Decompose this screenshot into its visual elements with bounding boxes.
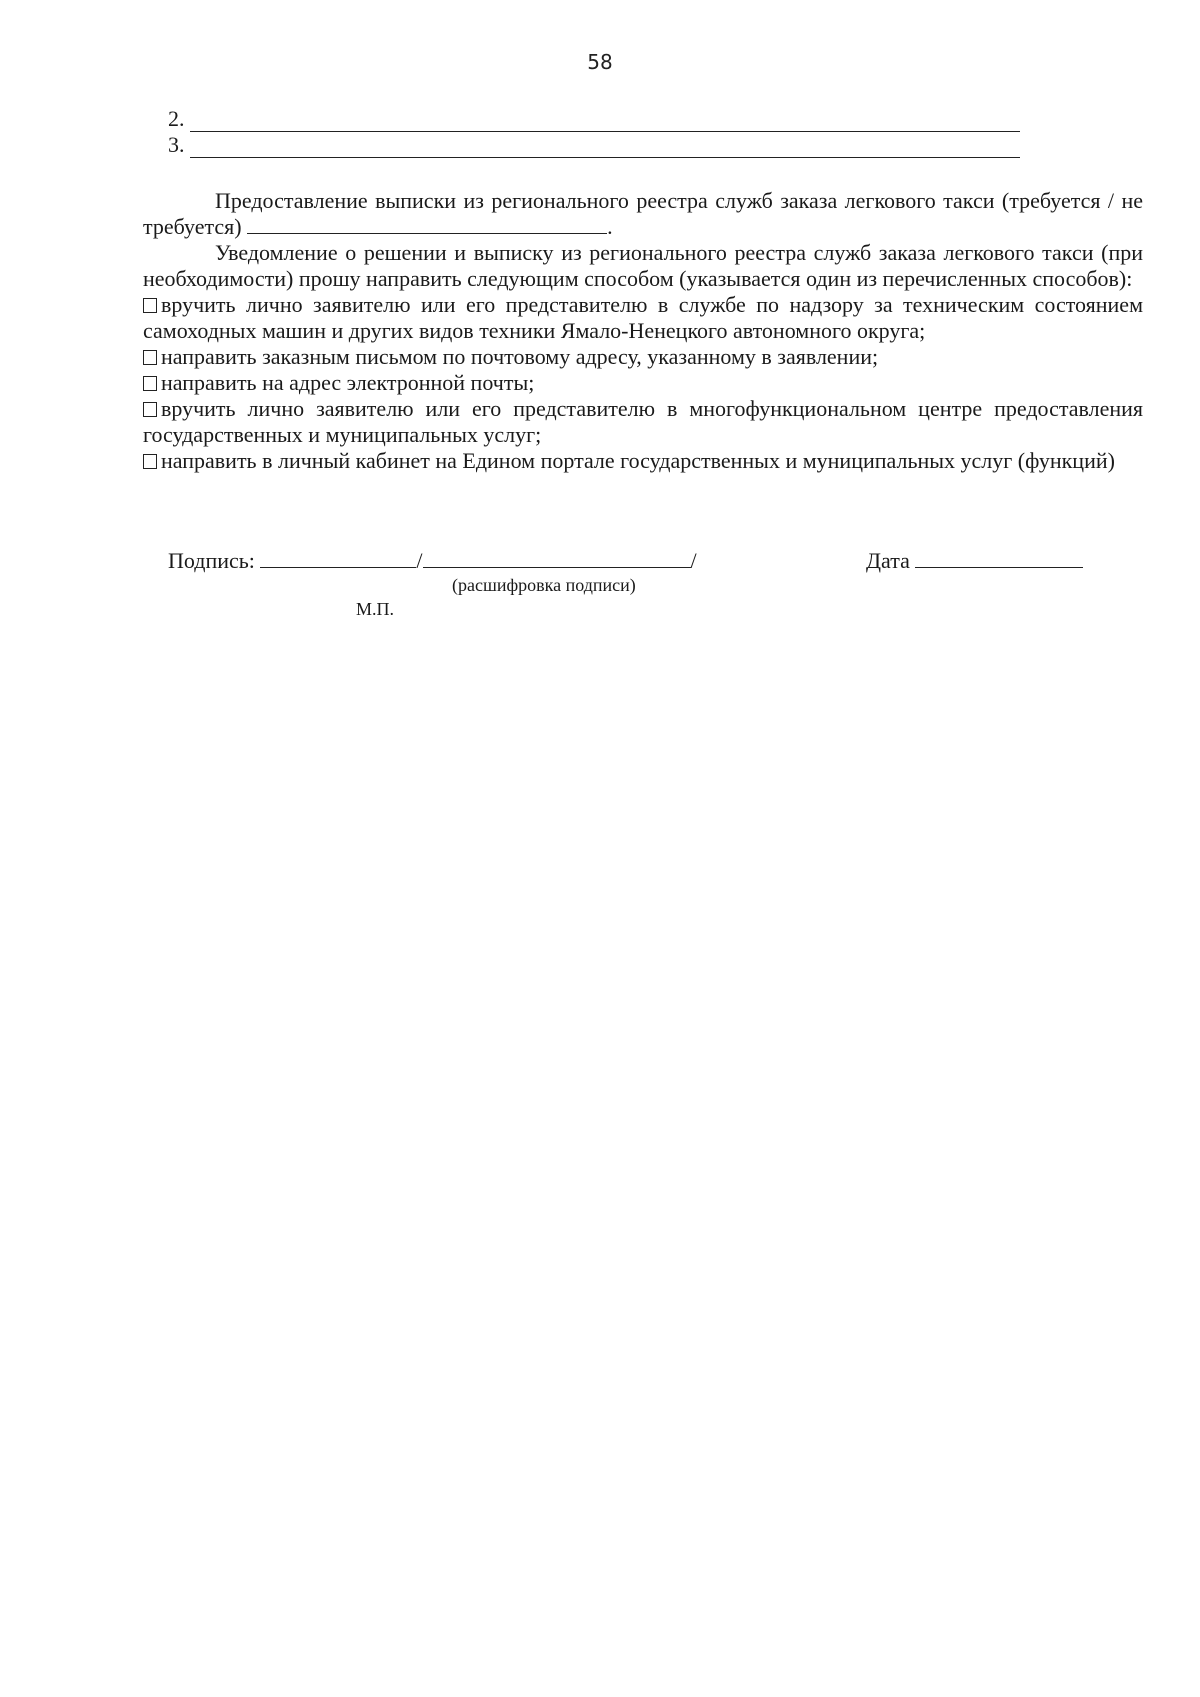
signature-separator: / [416, 548, 423, 573]
fill-in-blank[interactable] [190, 137, 1020, 158]
signature-separator: / [690, 548, 697, 573]
line-number: 2. [168, 106, 185, 131]
checkbox-icon[interactable] [143, 298, 157, 313]
numbered-blank-line-2 [168, 106, 1020, 132]
checkbox-icon[interactable] [143, 402, 157, 417]
option-label: вручить лично заявителю или его представителю в службе по надзору за техническим состоянием самоходных машин и других видов техники Ямало-Ненецкого автономного округа; [143, 292, 1143, 343]
signature-label: Подпись: [168, 548, 255, 573]
option-hand-over-mfc [143, 396, 1143, 448]
option-label: направить заказным письмом по почтовому адресу, указанному в заявлении; [161, 344, 879, 369]
signature-caption: (расшифровка подписи) [452, 575, 636, 595]
date-blank[interactable] [915, 549, 1083, 568]
signature-decoding-blank[interactable] [423, 549, 691, 568]
date-label: Дата [866, 548, 910, 573]
extract-request-text: Предоставление выписки из регионального реестра служб заказа легкового такси (требуется / не требуется) [143, 188, 1143, 239]
checkbox-icon[interactable] [143, 350, 157, 365]
stamp-placeholder: М.П. [356, 599, 395, 619]
checkbox-icon[interactable] [143, 454, 157, 469]
form-body [143, 188, 1143, 474]
signature-row [168, 548, 697, 574]
numbered-blank-line-3 [168, 132, 1020, 158]
option-label: направить в личный кабинет на Едином портале государственных и муниципальных услуг (функций) [161, 448, 1115, 473]
option-label: вручить лично заявителю или его представителю в многофункциональном центре предоставления государственных и муниципальных услуг; [143, 396, 1143, 447]
extract-required-blank[interactable] [247, 215, 607, 234]
line-number: 3. [168, 132, 185, 157]
date-row [866, 548, 1083, 574]
option-hand-over-supervision-service [143, 292, 1143, 344]
notification-intro-paragraph: Уведомление о решении и выписку из регионального реестра служб заказа легкового такси (при необходимости) прошу направить следующим способом (указывается один из перечисленных способов): [143, 240, 1143, 291]
option-label: направить на адрес электронной почты; [161, 370, 535, 395]
signature-blank[interactable] [260, 549, 416, 568]
fill-in-blank[interactable] [190, 111, 1020, 132]
page-number: 58 [587, 50, 613, 74]
option-email [143, 370, 1143, 396]
checkbox-icon[interactable] [143, 376, 157, 391]
option-personal-account-portal [143, 448, 1143, 474]
extract-request-end: . [607, 214, 613, 239]
extract-request-paragraph [143, 188, 1143, 240]
option-registered-mail [143, 344, 1143, 370]
